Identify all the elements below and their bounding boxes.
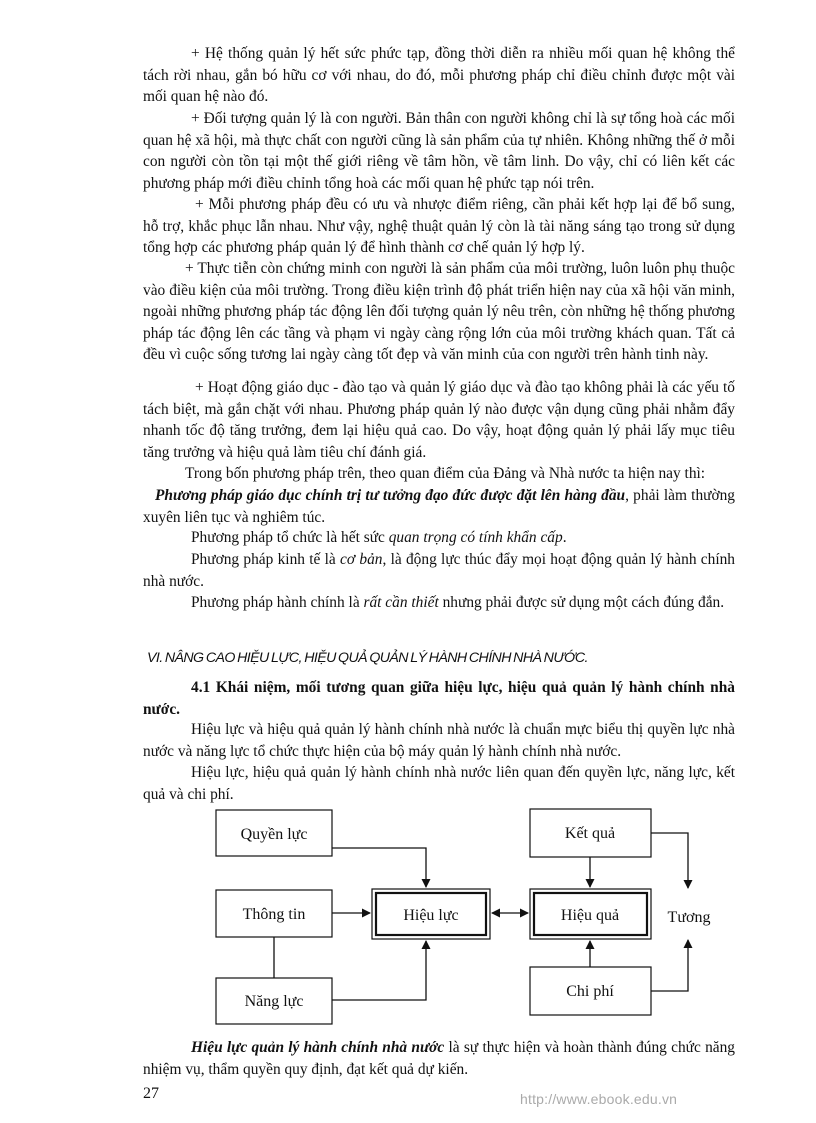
- watermark-url: http://www.ebook.edu.vn: [520, 1091, 678, 1107]
- label-ket-qua: Kết quả: [564, 825, 616, 842]
- arrow-chi-phi-tuong: [651, 940, 688, 991]
- paragraph-8: Phương pháp tổ chức là hết sức quan trọng có tính khẩn cấp.: [191, 529, 567, 546]
- paragraph-5: + Hoạt động giáo dục - đào tạo và quản lý giáo dục và đào tạo không phải là các yếu tố tách biệt, mà gắn chặt với nhau. Phương pháp quản lý nào được vận dụng cũng phải nhằm đẩy nhanh tốc độ tăng trưởng, đem lại hiệu quả cao. Do vậy, hoạt động quản lý phải lấy mục tiêu tăng trưởng và hiệu quả làm tiêu chí đánh giá.: [143, 379, 735, 461]
- arrow-nang-luc-hieu-luc: [332, 941, 426, 1000]
- emphasis-political-education: Phương pháp giáo dục chính trị tư tưởng đạo đức được đặt lên hàng đầu: [155, 487, 626, 504]
- label-nang-luc: Năng lực: [244, 993, 304, 1010]
- paragraph-10: Phương pháp hành chính là rất cần thiết nhưng phải được sử dụng một cách đúng đắn.: [191, 594, 725, 611]
- label-quyen-luc: Quyền lực: [240, 826, 308, 843]
- subheading: 4.1 Khái niệm, mối tương quan giữa hiệu lực, hiệu quả quản lý hành chính nhà nước.: [143, 679, 735, 718]
- emphasis-economic: cơ bản: [340, 551, 383, 568]
- emphasis-administrative: rất cần thiết: [363, 594, 439, 611]
- emphasis-hieu-luc: Hiệu lực quản lý hành chính nhà nước: [191, 1039, 445, 1056]
- page-number: 27: [143, 1085, 159, 1102]
- label-tuong: Tương: [667, 909, 711, 926]
- label-hieu-qua: Hiệu quả: [560, 907, 620, 924]
- emphasis-organizational: quan trọng có tính khẩn cấp: [388, 529, 563, 546]
- paragraph-1: + Hệ thống quản lý hết sức phức tạp, đồng thời diễn ra nhiều mối quan hệ không thể tách rời nhau, gắn bó hữu cơ với nhau, do đó, mỗi phương pháp chỉ điều chỉnh được một vài mối quan hệ nào đó.: [143, 45, 735, 105]
- paragraph-6: Trong bốn phương pháp trên, theo quan điểm của Đảng và Nhà nước ta hiện nay thì:: [185, 465, 706, 482]
- section-heading: VI. NÂNG CAO HIỆU LỰC, HIỆU QUẢ QUẢN LÝ HÀNH CHÍNH NHÀ NƯỚC.: [147, 650, 588, 666]
- paragraph-11: Hiệu lực và hiệu quả quản lý hành chính nhà nước là chuẩn mực biểu thị quyền lực nhà nước và năng lực tổ chức thực hiện của bộ máy quản lý hành chính nhà nước.: [143, 721, 735, 760]
- label-hieu-luc: Hiệu lực: [403, 907, 459, 924]
- paragraph-12: Hiệu lực, hiệu quả quản lý hành chính nhà nước liên quan đến quyền lực, năng lực, kết quả và chi phí.: [143, 764, 735, 803]
- arrow-quyen-luc-hieu-luc: [332, 848, 426, 887]
- paragraph-13: Hiệu lực quản lý hành chính nhà nước là sự thực hiện và hoàn thành đúng chức năng nhiệm vụ, thẩm quyền quy định, đạt kết quả dự kiến.: [143, 1039, 735, 1078]
- label-thong-tin: Thông tin: [242, 906, 306, 923]
- arrow-ket-qua-tuong: [651, 833, 688, 888]
- label-chi-phi: Chi phí: [566, 983, 614, 1000]
- paragraph-9: Phương pháp kinh tế là cơ bản, là động lực thúc đẩy mọi hoạt động quản lý hành chính nhà nước.: [143, 551, 736, 590]
- paragraph-2: + Đối tượng quản lý là con người. Bản thân con người không chỉ là sự tổng hoà các mối quan hệ xã hội, mà thực chất con người cũng là sản phẩm của tự nhiên. Không những thế ở mỗi con người còn tồn tại một thế giới riêng về tâm hồn, về tâm linh. Do vậy, chỉ có liên kết các phương pháp mới điều chỉnh tổng hoà các mối quan hệ phức tạp nói trên.: [143, 110, 735, 192]
- paragraph-7: Phương pháp giáo dục chính trị tư tưởng đạo đức được đặt lên hàng đầu, phải làm thường xuyên liên tục và nghiêm túc.: [143, 487, 736, 526]
- paragraph-3: + Mỗi phương pháp đều có ưu và nhược điểm riêng, cần phải kết hợp lại để bổ sung, hỗ trợ, khắc phục lẫn nhau. Như vậy, nghệ thuật quản lý còn là tài năng sáng tạo trong sử dụng tổng hợp các phương pháp quản lý để hình thành cơ chế quản lý hợp lý.: [143, 196, 735, 256]
- paragraph-4: + Thực tiễn còn chứng minh con người là sản phẩm của môi trường, luôn luôn phụ thuộc vào điều kiện của môi trường. Trong điều kiện trình độ phát triển hiện nay của xã hội văn minh, ngoài những phương pháp tác động lên đối tượng quản lý nêu trên, còn những hệ thống phương pháp tác động lên các tầng và phạm vi ngày càng rộng lớn của môi trường khách quan. Tất cả đều vì cuộc sống tương lai ngày càng tốt đẹp và văn minh của con người trên hành tinh này.: [143, 260, 735, 363]
